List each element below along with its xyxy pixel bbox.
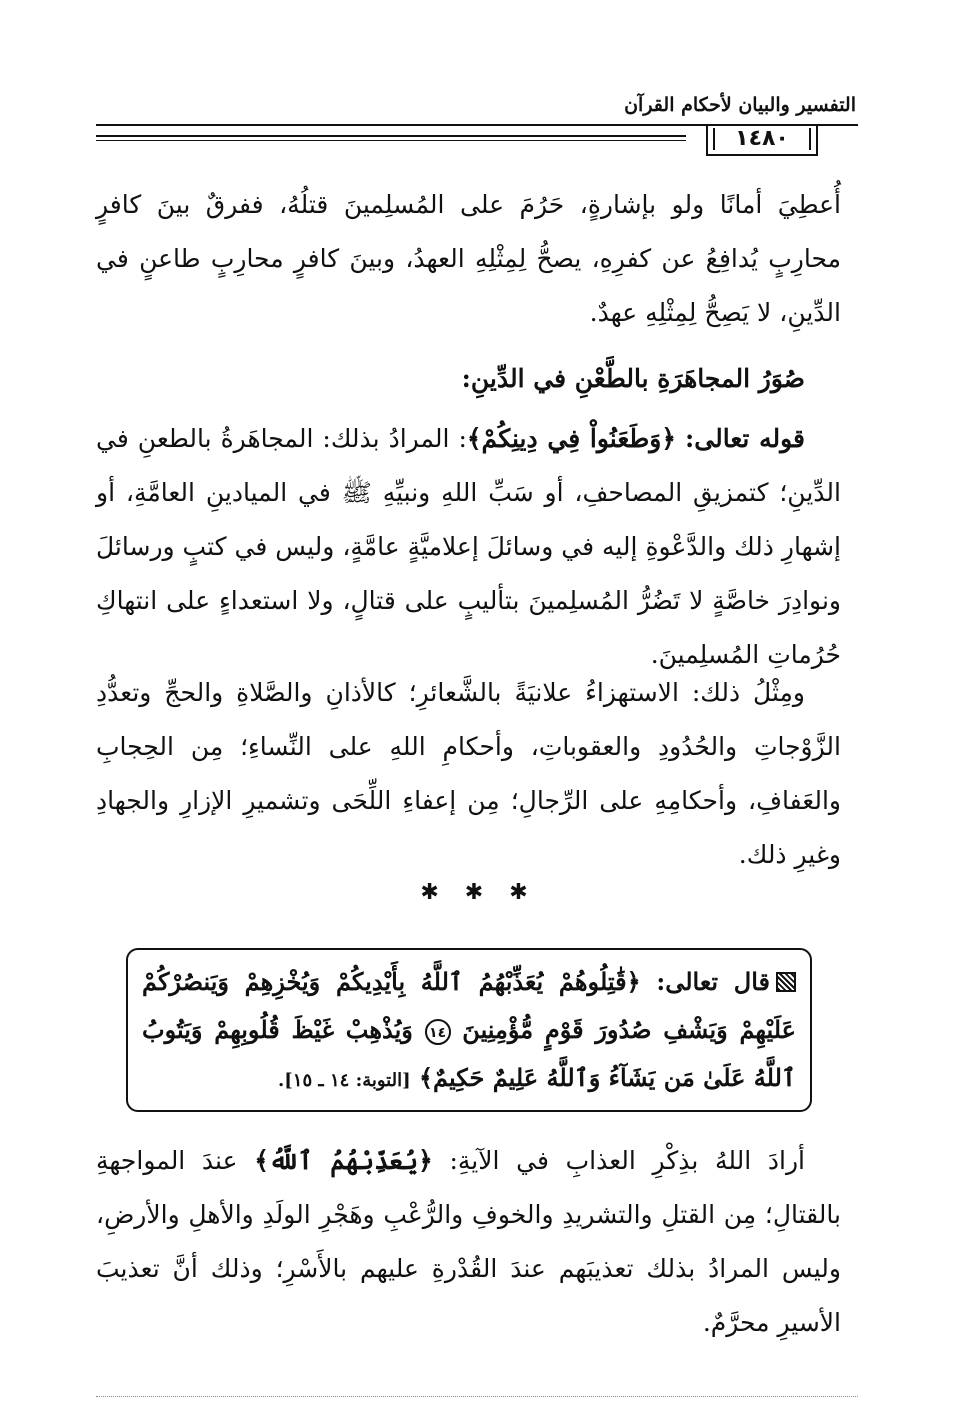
header-rule bbox=[96, 140, 686, 141]
paragraph-mockery bbox=[96, 666, 841, 882]
running-header bbox=[96, 88, 858, 158]
header-rule bbox=[96, 135, 686, 137]
paragraph-body: عندَ المواجهةِ بالقتالِ؛ مِن القتلِ والتشريدِ والخوفِ والرُّعْبِ وهَجْرِ الولَدِ والأهلِ والأرضِ، وليس المرادُ بذلك تعذيبَهم عندَ القُدْرةِ عليهم بالأَسْرِ؛ وذلك أنَّ تعذيبَ الأسيرِ محرَّمٌ. bbox=[96, 1146, 841, 1337]
quran-quote: ﴿وَطَعَنُواْ فِي دِينِكُمْ﴾ bbox=[466, 424, 677, 453]
paragraph-lead: قوله تعالى: bbox=[685, 424, 805, 453]
page-number: ١٤٨٠ bbox=[706, 124, 818, 156]
book-title: التفسير والبيان لأحكام القرآن bbox=[624, 94, 856, 116]
quran-quote: ﴿يُعَذِّبْهُمُ ٱللَّهُ﴾ bbox=[254, 1146, 433, 1175]
paragraph-text: ومِثْلُ ذلك: الاستهزاءُ علانيَةً بالشَّعائرِ؛ كالأذانِ والصَّلاةِ والحجِّ وتعدُّدِ الزَّوْجاتِ والحُدُودِ والعقوباتِ، وأحكامِ اللهِ على النِّساءِ؛ مِن الحِجابِ والعَفافِ، وأحكامِهِ على الرِّجالِ؛ مِن إعفاءِ اللِّحَى وتشميرِ الإزارِ والجهادِ وغيرِ ذلك. bbox=[96, 678, 841, 869]
paragraph-text bbox=[96, 412, 841, 682]
paragraph-punishment bbox=[96, 1134, 841, 1350]
section-separator: ✱✱✱ bbox=[420, 880, 554, 905]
ayah-number-icon: ١٤ bbox=[425, 1019, 451, 1045]
verse-reference: [التوبة: ١٤ ـ ١٥]. bbox=[278, 1070, 411, 1091]
section-heading-block bbox=[96, 352, 841, 406]
verse-box bbox=[126, 948, 812, 1112]
paragraph-text: أُعطِيَ أمانًا ولو بإشارةٍ، حَرُمَ على المُسلِمينَ قتلُهُ، ففرقٌ بينَ كافرٍ محارِبٍ يُدافِعُ عن كفرِهِ، يصحُّ لِمِثْلِهِ العهدُ، وبينَ كافرٍ محارِبٍ طاعنٍ في الدِّينِ، لا يَصِحُّ لِمِثْلِهِ عهدٌ. bbox=[96, 190, 841, 327]
verse-intro: قال تعالى: bbox=[656, 967, 771, 996]
verse-text bbox=[142, 958, 796, 1105]
verse-part: وَيُذْهِبْ غَيْظَ قُلُوبِهِمْ وَيَتُوبُ ٱللَّهُ عَلَىٰ مَن يَشَآءُ وَٱللَّهُ عَلِيمٌ حَكِيمٌ﴾ bbox=[142, 1015, 796, 1092]
paragraph-stabbing-religion bbox=[96, 412, 841, 682]
section-heading: صُوَرُ المجاهَرَةِ بالطَّعْنِ في الدِّينِ: bbox=[461, 364, 805, 393]
paragraph-text bbox=[96, 1134, 841, 1350]
paragraph-body: : المرادُ بذلك: المجاهَرةُ بالطعنِ في الدِّينِ؛ كتمزيقِ المصاحفِ، أو سَبِّ اللهِ ونبيِّهِ ﷺ في الميادينِ العامَّةِ، أو إشهارِ ذلك والدَّعْوةِ إليه في وسائلَ إعلاميَّةٍ عامَّةٍ، وليس في كتبٍ ورسائلَ ونوادِرَ خاصَّةٍ لا تَضُرُّ المُسلِمينَ بتأليبٍ على قتالٍ، ولا استعداءٍ على انتهاكِ حُرُماتِ المُسلِمينَ. bbox=[96, 424, 841, 669]
paragraph-continuation bbox=[96, 178, 841, 340]
verse-marker-icon bbox=[776, 972, 796, 992]
paragraph-start: أرادَ اللهُ بذِكْرِ العذابِ في الآيةِ: bbox=[449, 1146, 806, 1175]
verse-part: ﴿قَٰتِلُوهُمْ يُعَذِّبْهُمُ ٱللَّهُ بِأَيْدِيكُمْ وَيُخْزِهِمْ وَيَنصُرْكُمْ عَلَيْهِمْ وَيَشْفِ صُدُورَ قَوْمٍ مُّؤْمِنِينَ bbox=[142, 967, 796, 1044]
scan-edge-line bbox=[96, 1396, 858, 1397]
